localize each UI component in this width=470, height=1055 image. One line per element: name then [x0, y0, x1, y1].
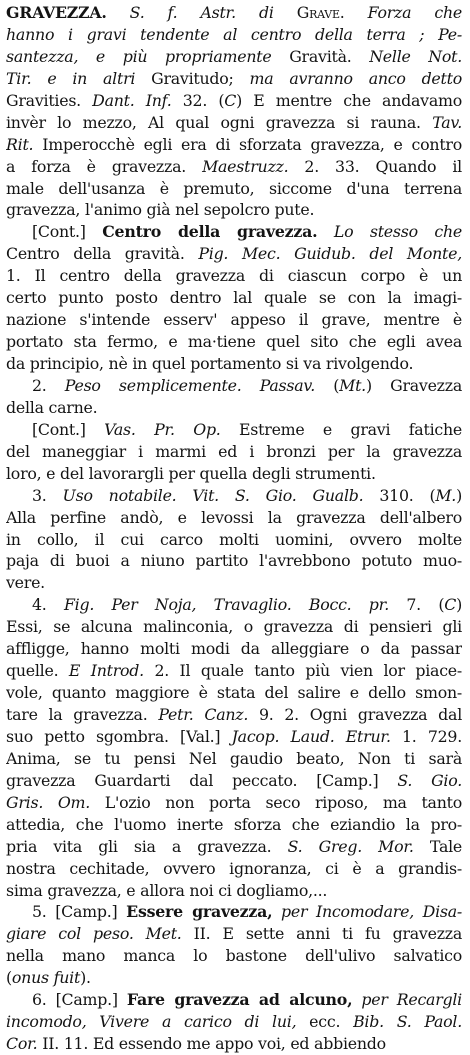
- text-line: [6, 463, 462, 485]
- text-line: [6, 46, 462, 68]
- italic-text: incomodo, Vivere a carico di lui,: [6, 1012, 297, 1032]
- text-segment: 2. Il quale tanto più vien lor piace-: [143, 661, 462, 681]
- headword-text: Centro della gravezza.: [102, 222, 318, 242]
- text-line: [6, 90, 462, 112]
- text-line: [6, 1033, 462, 1055]
- text-line: [6, 441, 462, 463]
- headword-text: Fare gravezza ad alcuno,: [126, 990, 353, 1010]
- text-line: [6, 682, 462, 704]
- italic-text: per Incomodare, Disa-: [272, 902, 462, 922]
- text-line: [6, 397, 462, 419]
- text-segment: 6. [Camp.]: [32, 990, 127, 1010]
- text-line: [6, 660, 462, 682]
- text-line: [6, 265, 462, 287]
- text-segment: 32. (: [171, 90, 225, 110]
- text-line: [6, 594, 462, 616]
- text-segment: Essi, se alcuna malinconia, o gravezza di pensieri gli: [6, 617, 462, 637]
- text-line: [6, 24, 462, 46]
- italic-text: S. Greg. Mor.: [287, 836, 414, 856]
- italic-text: M.: [435, 485, 457, 505]
- italic-text: E Introd.: [68, 661, 144, 681]
- text-segment: 2. 33. Quando il: [288, 156, 462, 176]
- text-segment: loro, e del lavorargli per quella degli strumenti.: [6, 463, 376, 483]
- italic-text: Fig. Per Noja, Travaglio. Bocc. pr.: [63, 595, 390, 615]
- text-line: [6, 2, 462, 24]
- text-line: [6, 572, 462, 594]
- italic-text: Cor.: [6, 1034, 38, 1054]
- text-segment: gravezza, l'animo già nel sepolcro pute.: [6, 200, 315, 220]
- italic-text: Tav.: [432, 112, 462, 132]
- italic-text: Maestruzz.: [202, 156, 289, 176]
- text-line: [6, 858, 462, 880]
- text-segment: nella mano manca lo bastone dell'ulivo salvatico: [6, 946, 462, 966]
- text-segment: tare la gravezza.: [6, 705, 159, 724]
- text-segment: Anima, se tu pensi Nel gaudio beato, Non ti sarà: [6, 748, 462, 768]
- text-line: [6, 529, 462, 551]
- text-line: [6, 507, 462, 529]
- text-segment: affligge, hanno molti modi da alleggiare o da passar: [6, 639, 462, 659]
- text-line: [6, 134, 462, 156]
- text-line: [6, 638, 462, 660]
- italic-text: Uso notabile. Vit. S. Gio. Gualb.: [62, 485, 364, 505]
- text-segment: pria vita gli sia a gravezza.: [6, 836, 288, 856]
- text-line: [6, 221, 462, 243]
- text-segment: gravezza Guardarti dal peccato. [Camp.]: [6, 770, 398, 790]
- text-line: [6, 353, 462, 375]
- text-segment: II. E sette anni ti fu gravezza: [181, 924, 462, 944]
- italic-text: giare col peso. Met.: [6, 924, 182, 944]
- text-line: [6, 156, 462, 178]
- italic-text: Petr. Canz.: [158, 705, 249, 724]
- italic-text: ma avranno anco detto: [249, 68, 462, 88]
- text-segment: del maneggiar i marmi ed i bronzi per la gravezza: [6, 441, 462, 461]
- italic-text: S. f. Astr. di: [106, 3, 297, 22]
- text-segment: male dell'usanza è premuto, siccome d'una terrena: [6, 178, 462, 198]
- text-segment: 1. 729.: [390, 726, 462, 746]
- text-line: [6, 485, 462, 507]
- italic-text: santezza, e più propriamente: [6, 46, 290, 66]
- text-segment: portato sta fermo, e ma·tiene quel sito che egli avea: [6, 332, 462, 352]
- text-segment: ): [456, 595, 462, 615]
- text-line: [6, 989, 462, 1011]
- text-line: [6, 814, 462, 836]
- text-line: [6, 178, 462, 200]
- text-segment: certo punto posto dentro lal quale se con la imagi-: [6, 288, 462, 308]
- text-segment: 3.: [32, 485, 63, 505]
- text-segment: II. 11. Ed essendo me appo voi, ed abbiendo: [37, 1034, 386, 1054]
- text-segment: sima gravezza, e allora noi ci dogliamo,...: [6, 880, 328, 900]
- text-line: [6, 68, 462, 90]
- italic-text: Forza che: [367, 3, 462, 22]
- text-segment: (: [315, 375, 340, 395]
- text-segment: Gravità.: [289, 46, 370, 66]
- text-segment: 4.: [32, 595, 64, 615]
- italic-text: onus fuit: [11, 968, 81, 988]
- text-segment: 9. 2. Ogni gravezza dal: [248, 705, 462, 724]
- italic-text: Dant. Inf.: [92, 90, 172, 110]
- italic-text: Jacop. Laud. Etrur.: [231, 726, 391, 746]
- italic-text: Mt.: [339, 375, 366, 395]
- italic-text: hanno i gravi tendente al centro della terra ; Pe-: [6, 24, 462, 44]
- text-segment: vere.: [6, 573, 45, 593]
- text-segment: [Cont.]: [32, 419, 105, 439]
- text-segment: ).: [80, 968, 91, 988]
- text-segment: attedia, che l'uomo inerte sforza che eziandio la pro-: [6, 814, 462, 834]
- text-segment: suo petto sgombra. [Val.]: [6, 726, 232, 746]
- text-segment: ecc.: [296, 1012, 354, 1032]
- italic-text: Vas. Pr. Op.: [104, 419, 221, 439]
- headword-text: GRAVEZZA.: [6, 3, 107, 22]
- text-line: [6, 375, 462, 397]
- text-segment: ) E mentre che andavamo: [236, 90, 462, 110]
- italic-text: C: [224, 90, 237, 110]
- text-segment: vole, quanto maggiore è stata del salire e dello smon-: [6, 683, 462, 703]
- italic-text: Lo stesso che: [317, 222, 462, 242]
- text-segment: in collo, il cui carco molti uomini, ovvero molte: [6, 529, 462, 549]
- text-segment: nostra cechitade, ovvero ignoranza, ci è a grandis-: [6, 858, 462, 878]
- text-segment: quelle.: [6, 661, 69, 681]
- text-line: [6, 1011, 462, 1033]
- italic-text: Tir. e in altri: [6, 68, 152, 88]
- text-line: [6, 836, 462, 858]
- text-segment: ): [456, 485, 462, 505]
- text-line: [6, 945, 462, 967]
- text-segment: Gravitudo;: [151, 68, 250, 88]
- text-line: [6, 243, 462, 265]
- italic-text: Gris. Om.: [6, 792, 91, 812]
- text-segment: .: [339, 3, 368, 22]
- text-segment: (: [6, 968, 12, 988]
- text-line: [6, 923, 462, 945]
- text-segment: L'ozio non porta seco riposo, ma tanto: [90, 792, 462, 812]
- text-line: [6, 704, 462, 726]
- text-segment: 310. (: [363, 485, 436, 505]
- text-segment: Centro della gravità.: [6, 244, 199, 264]
- text-line: [6, 748, 462, 770]
- italic-text: S. Gio.: [397, 770, 462, 790]
- italic-text: C: [444, 595, 457, 615]
- text-line: [6, 770, 462, 792]
- text-line: [6, 616, 462, 638]
- text-segment: della carne.: [6, 397, 98, 417]
- text-segment: Tale: [413, 836, 462, 856]
- text-segment: 5. [Camp.]: [32, 902, 127, 922]
- text-line: [6, 901, 462, 923]
- italic-text: per Recargli: [352, 990, 462, 1010]
- italic-text: Bib. S. Paol.: [353, 1012, 462, 1032]
- text-segment: invèr lo mezzo, Al qual ogni gravezza si rauna.: [6, 112, 433, 132]
- text-line: [6, 550, 462, 572]
- italic-text: Pig. Mec. Guidub. del Monte,: [198, 244, 462, 264]
- text-segment: a forza è gravezza.: [6, 156, 203, 176]
- text-segment: [Cont.]: [32, 222, 103, 242]
- text-line: [6, 419, 462, 441]
- text-line: [6, 880, 462, 902]
- text-segment: paja di buoi a niuno partito l'avrebbono potuto muo-: [6, 551, 462, 571]
- italic-text: Rit.: [6, 134, 34, 154]
- italic-text: Nelle Not.: [369, 46, 462, 66]
- text-segment: Estreme e gravi fatiche: [220, 419, 462, 439]
- text-segment: 7. (: [389, 595, 445, 615]
- text-segment: ) Gravezza: [365, 375, 462, 395]
- text-segment: nazione s'intende esserv' appeso il grave, mentre è: [6, 310, 462, 330]
- text-line: [6, 726, 462, 748]
- text-line: [6, 792, 462, 814]
- italic-text: Peso semplicemente. Passav.: [64, 375, 315, 395]
- text-segment: 1. Il centro della gravezza di ciascun corpo è un: [6, 266, 462, 286]
- text-segment: da principio, nè in quel portamento si va rivolgendo.: [6, 354, 414, 373]
- text-line: [6, 331, 462, 353]
- text-line: [6, 287, 462, 309]
- text-line: [6, 967, 462, 989]
- text-segment: Gravities.: [6, 90, 93, 110]
- text-segment: 2.: [32, 375, 65, 395]
- text-segment: Grave: [296, 3, 340, 22]
- text-line: [6, 112, 462, 134]
- headword-text: Essere gravezza,: [126, 902, 273, 922]
- text-line: [6, 199, 462, 221]
- text-segment: Alla perfine andò, e levossi la gravezza dell'albero: [6, 507, 462, 527]
- text-line: [6, 309, 462, 331]
- text-segment: Imperocchè egli era di sforzata gravezza, e contro: [33, 134, 462, 154]
